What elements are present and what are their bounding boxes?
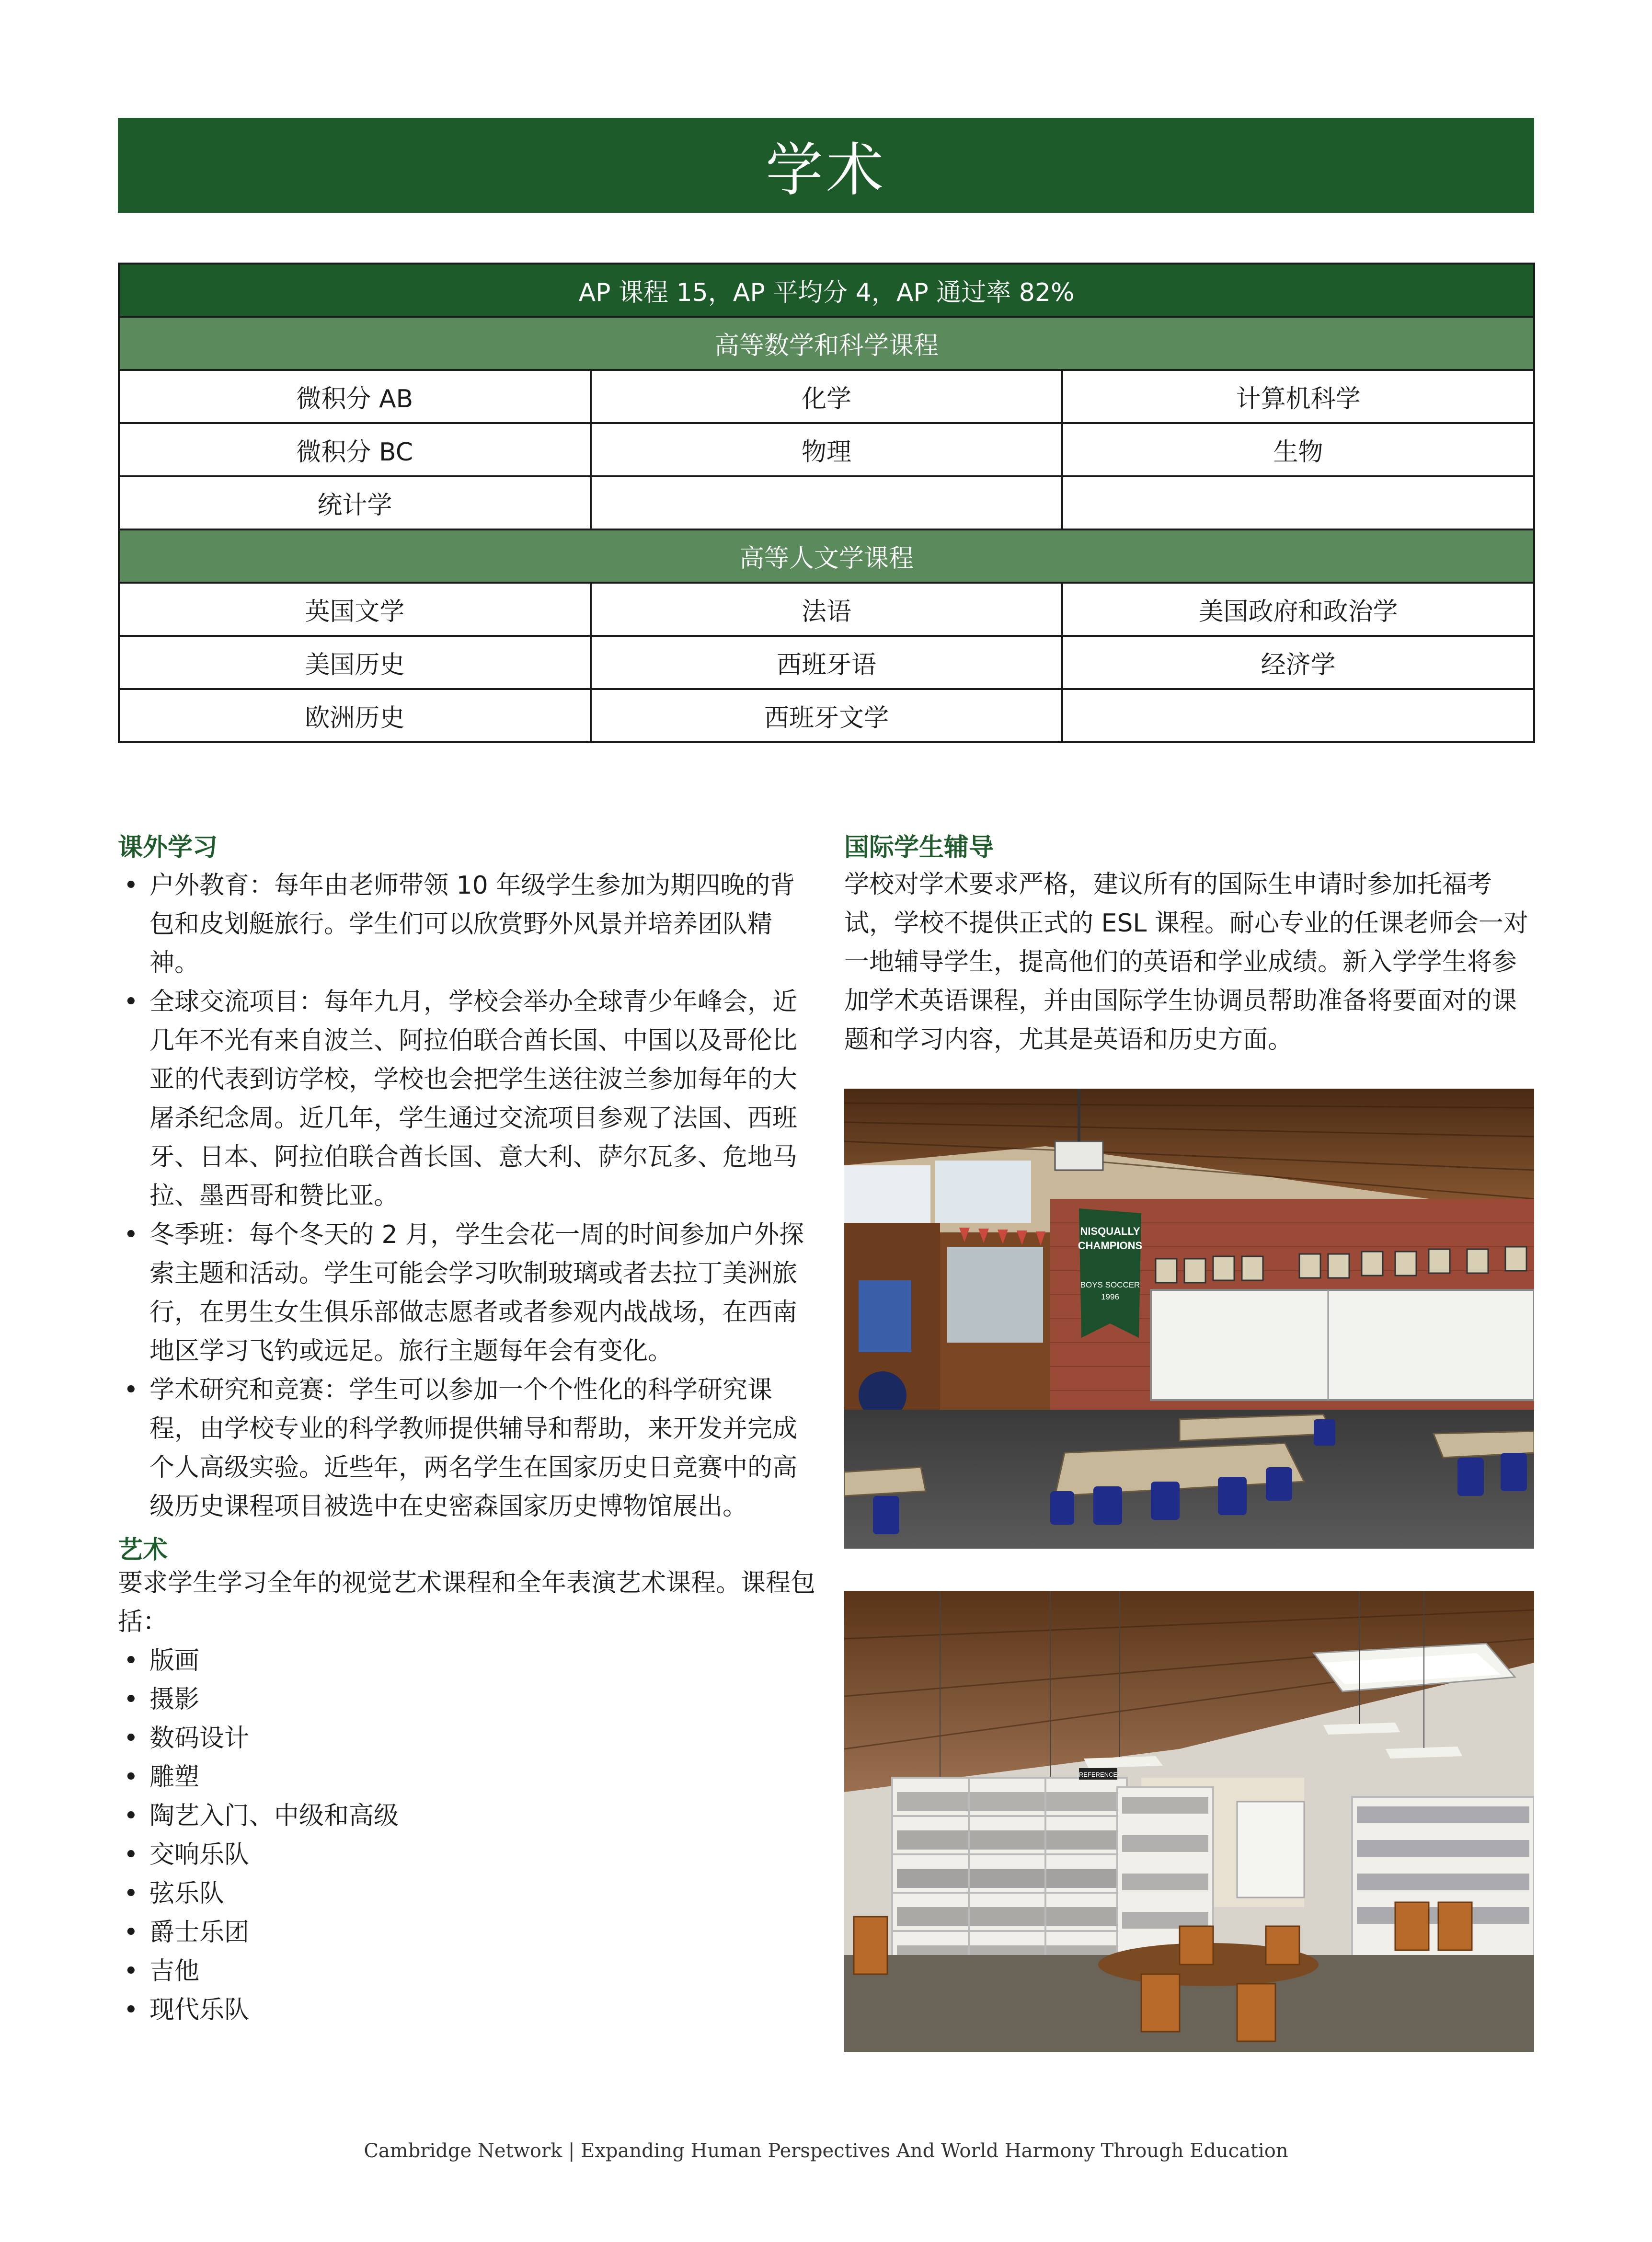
table-cell: 西班牙语 <box>591 636 1063 689</box>
classroom-photo <box>844 1089 1534 1549</box>
extracurricular-heading: 课外学习 <box>118 833 218 862</box>
table-cell: 西班牙文学 <box>591 689 1063 742</box>
library-photo <box>844 1591 1534 2052</box>
table-cell: 美国政府和政治学 <box>1062 583 1534 636</box>
table-cell <box>591 476 1063 529</box>
list-item: • 学术研究和竞赛：学生可以参加一个个性化的科学研究课程，由学校专业的科学教师提供辅导和帮助，来开发并完成个人高级实验。近些年，两名学生在国家历史日竞赛中的高级历史课程项目被选中在史密森国家历史博物馆展出。 <box>118 1371 817 1526</box>
list-item: • 全球交流项目：每年九月，学校会举办全球青少年峰会，近几年不光有来自波兰、阿拉伯联合酋长国、中国以及哥伦比亚的代表到访学校，学校也会把学生送往波兰参加每年的大屠杀纪念周。近几年，学生通过交流项目参观了法国、西班牙、日本、阿拉伯联合酋长国、意大利、萨尔瓦多、危地马拉、墨西哥和赞比亚。 <box>118 983 817 1216</box>
math-science-header: 高等数学和科学课程 <box>119 317 1534 370</box>
table-row <box>119 583 1534 636</box>
table-cell: 微积分 AB <box>119 370 591 423</box>
table-cell: 英国文学 <box>119 583 591 636</box>
table-cell: 物理 <box>591 423 1063 476</box>
banner-line1: NISQUALLY <box>1080 1225 1140 1237</box>
list-item: • 陶艺入门、中级和高级 <box>118 1797 817 1836</box>
list-item: • 爵士乐团 <box>118 1913 817 1952</box>
banner-line4: 1996 <box>1101 1292 1119 1301</box>
table-cell: 法语 <box>591 583 1063 636</box>
table-cell: 统计学 <box>119 476 591 529</box>
table-row <box>119 476 1534 529</box>
table-cell: 欧洲历史 <box>119 689 591 742</box>
table-cell: 微积分 BC <box>119 423 591 476</box>
list-item: • 版画 <box>118 1642 817 1680</box>
table-cell: 计算机科学 <box>1062 370 1534 423</box>
extracurricular-section <box>118 866 817 1526</box>
list-item: • 摄影 <box>118 1680 817 1719</box>
table-cell: 经济学 <box>1062 636 1534 689</box>
intl-support-text: 学校对学术要求严格，建议所有的国际生申请时参加托福考试，学校不提供正式的 ESL 课程。耐心专业的任课老师会一对一地辅导学生，提高他们的英语和学业成绩。新入学学生将参加学术英语课程，并由国际学生协调员帮助准备将要面对的课题和学习内容，尤其是英语和历史方面。 <box>844 870 1528 1054</box>
arts-list <box>118 1642 817 2030</box>
intl-support-heading: 国际学生辅导 <box>844 833 994 862</box>
table-cell: 美国历史 <box>119 636 591 689</box>
table-row <box>119 370 1534 423</box>
ap-summary: AP 课程 15，AP 平均分 4，AP 通过率 82% <box>119 264 1534 317</box>
table-cell <box>1062 689 1534 742</box>
table-row <box>119 423 1534 476</box>
library-illustration <box>844 1591 1534 2052</box>
table-cell: 生物 <box>1062 423 1534 476</box>
arts-heading: 艺术 <box>118 1536 168 1564</box>
table-row <box>119 689 1534 742</box>
arts-intro: 要求学生学习全年的视觉艺术课程和全年表演艺术课程。课程包括： <box>118 1569 816 1636</box>
list-item: • 弦乐队 <box>118 1874 817 1913</box>
footer-tagline: Cambridge Network | Expanding Human Perspectives And World Harmony Through Education <box>364 2140 1288 2162</box>
list-item: • 雕塑 <box>118 1758 817 1797</box>
table-row <box>119 636 1534 689</box>
classroom-illustration <box>844 1089 1534 1549</box>
table-cell: 化学 <box>591 370 1063 423</box>
list-item: • 户外教育：每年由老师带领 10 年级学生参加为期四晚的背包和皮划艇旅行。学生们可以欣赏野外风景并培养团队精神。 <box>118 866 817 983</box>
ap-course-table <box>118 263 1535 743</box>
list-item: • 吉他 <box>118 1952 817 1991</box>
table-cell <box>1062 476 1534 529</box>
list-item: • 数码设计 <box>118 1719 817 1758</box>
extracurricular-list <box>118 866 817 1526</box>
page-title: 学术 <box>118 118 1534 213</box>
humanities-header: 高等人文学课程 <box>119 529 1534 583</box>
banner-line2: CHAMPIONS <box>1078 1240 1143 1252</box>
library-sign: REFERENCE <box>1078 1771 1118 1778</box>
list-item: • 现代乐队 <box>118 1991 817 2030</box>
arts-section <box>118 1564 817 2030</box>
list-item: • 交响乐队 <box>118 1836 817 1874</box>
banner-line3: BOYS SOCCER <box>1080 1280 1140 1289</box>
list-item: • 冬季班：每个冬天的 2 月，学生会花一周的时间参加户外探索主题和活动。学生可能会学习吹制玻璃或者去拉丁美洲旅行，在男生女生俱乐部做志愿者或者参观内战战场，在西南地区学习飞钓或远足。旅行主题每年会有变化。 <box>118 1216 817 1371</box>
